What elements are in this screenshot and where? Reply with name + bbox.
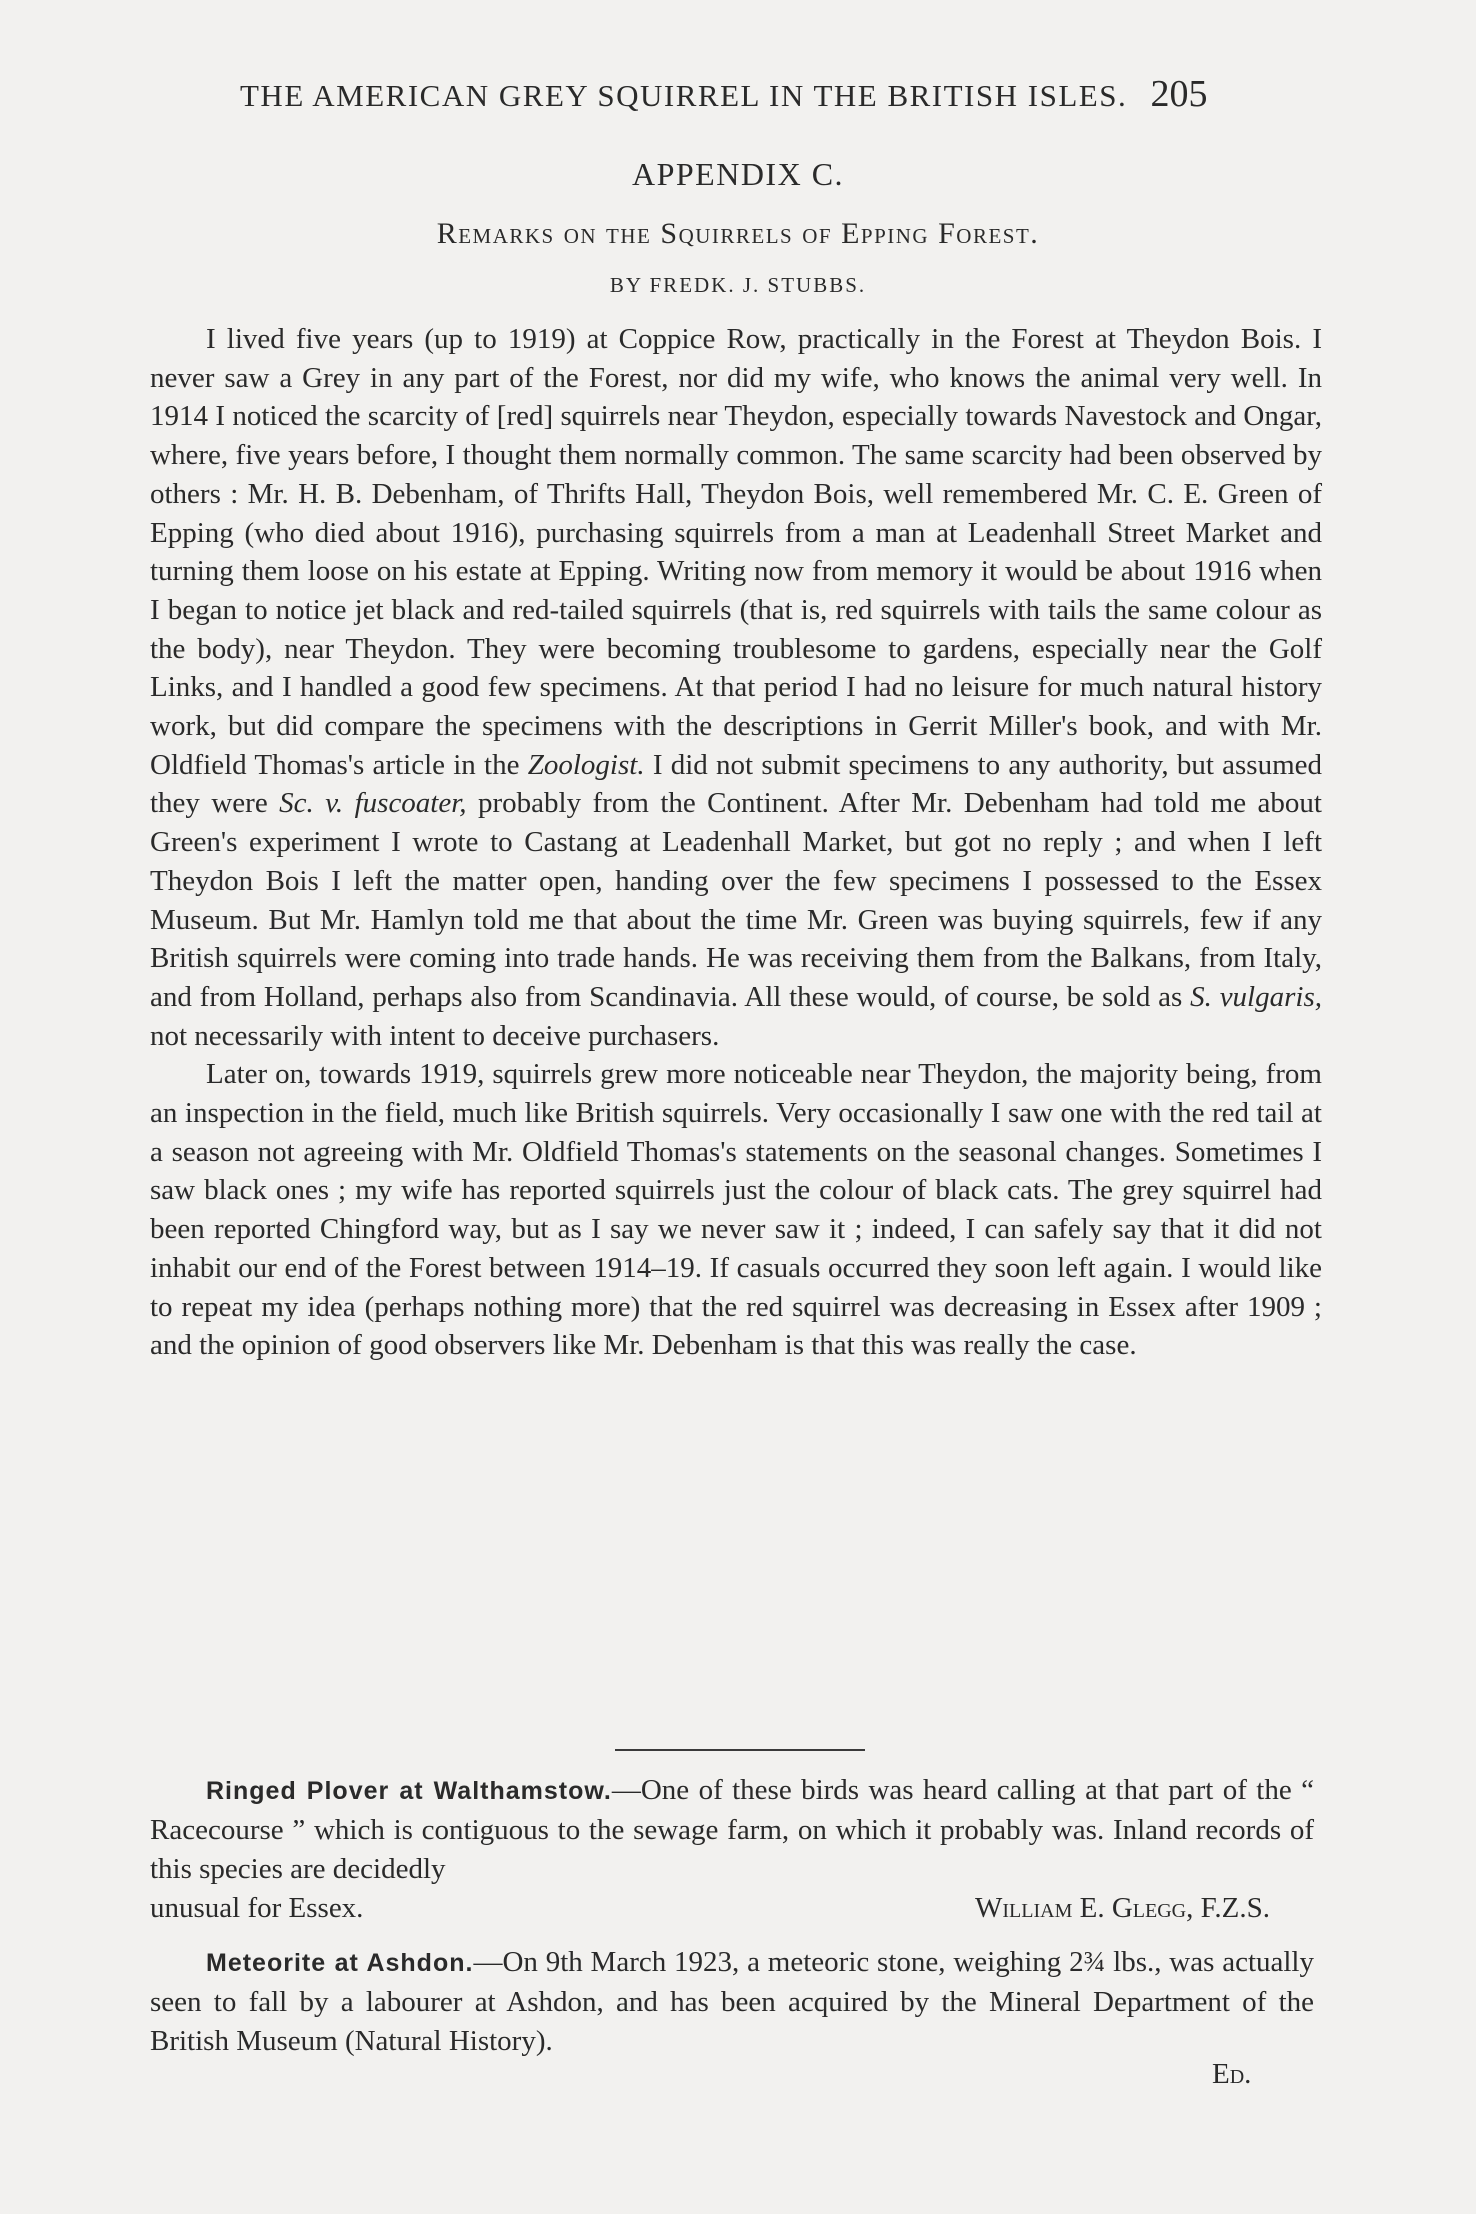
article-body [150, 320, 1322, 1365]
running-header [240, 72, 1360, 116]
paragraph-1-text-b: I did not submit specimens to any authority, but assumed they were [150, 748, 1322, 820]
appendix-heading: APPENDIX C. [631, 156, 845, 192]
note-heading-meteorite: Meteorite at Ashdon. [206, 1949, 474, 1977]
running-title: THE AMERICAN GREY SQUIRREL IN THE BRITISH ISLES. [240, 78, 1128, 113]
note-meteorite [150, 1943, 1314, 2061]
section-divider [615, 1749, 865, 1751]
plover-last-line [150, 1889, 1314, 1928]
note-text-plover: —One of these birds was heard calling at that part of the “ Racecourse ” which is contiguous to the sewage farm, on which it probably was. Inland records of this species are decidedly [150, 1774, 1314, 1885]
paragraph-1-text-d: not necessarily with intent to deceive purchasers. [150, 1019, 720, 1052]
note-text-meteorite: —On 9th March 1923, a meteoric stone, weighing 2¾ lbs., was actually seen to fall by a labourer at Ashdon, and has been acquired by the Mineral Department of the British Museum (Natural History). [150, 1946, 1314, 2057]
note-ringed-plover [150, 1771, 1314, 1928]
species-fuscoater: Sc. v. fuscoater, [279, 787, 467, 820]
page-number: 205 [1150, 73, 1208, 115]
note-heading-plover: Ringed Plover at Walthamstow. [206, 1777, 612, 1805]
note-text-plover-end: unusual for Essex. [150, 1892, 364, 1924]
paragraph-1-text-c: probably from the Continent. After Mr. Debenham had told me about Green's experiment I wrote to Castang at Leadenhall Market, but got no reply ; and when I left Theydon Bois I left the matter open, handing over the few specimens I possessed to the Essex Museum. But Mr. Hamlyn told me that about the time Mr. Green was buying squirrels, few if any British squirrels were coming into trade hands. He was receiving them from the Balkans, from Italy, and from Holland, perhaps also from Scandinavia. All these would, of course, be sold as [150, 787, 1322, 1013]
zoologist-title: Zoologist. [527, 748, 645, 781]
species-vulgaris: S. vulgaris, [1190, 980, 1322, 1013]
paragraph-1-text: I lived five years (up to 1919) at Coppice Row, practically in the Forest at Theydon Bois. I never saw a Grey in any part of the Forest, nor did my wife, who knows the animal very well. In 1914 I noticed the scarcity of [red] squirrels near Theydon, especially towards Navestock and Ongar, where, five years before, I thought them normally common. The same scarcity had been observed by others : Mr. H. B. Debenham, of Thrifts Hall, Theydon Bois, well remembered Mr. C. E. Green of Epping (who died about 1916), purchasing squirrels from a man at Leadenhall Street Market and turning them loose on his estate at Epping. Writing now from memory it would be about 1916 when I began to notice jet black and red-tailed squirrels (that is, red squirrels with tails the same colour as the body), near Theydon. They were becoming troublesome to gardens, especially near the Golf Links, and I handled a good few specimens. At that period I had no leisure for much natural history work, but did compare the specimens with the descriptions in Gerrit Miller's book, and with Mr. Oldfield Thomas's article in the [150, 323, 1322, 781]
article-title: Remarks on the Squirrels of Epping Forest. [436, 217, 1040, 250]
editor-signature: Ed. [1212, 2058, 1252, 2090]
plover-signature: William E. Glegg, F.Z.S. [975, 1892, 1270, 1924]
paragraph-2: Later on, towards 1919, squirrels grew more noticeable near Theydon, the majority being, from an inspection in the field, much like British squirrels. Very occasionally I saw one with the red tail at a season not agreeing with Mr. Oldfield Thomas's statements on the seasonal changes. Sometimes I saw black ones ; my wife has reported squirrels just the colour of black cats. The grey squirrel had been reported Chingford way, but as I say we never saw it ; indeed, I can safely say that it did not inhabit our end of the Forest between 1914–19. If casuals occurred they soon left again. I would like to repeat my idea (perhaps nothing more) that the red squirrel was decreasing in Essex after 1909 ; and the opinion of good observers like Mr. Debenham is that this was really the case. [150, 1058, 1322, 1362]
article-byline: BY FREDK. J. STUBBS. [609, 273, 867, 297]
paragraph-1 [150, 320, 1322, 1055]
